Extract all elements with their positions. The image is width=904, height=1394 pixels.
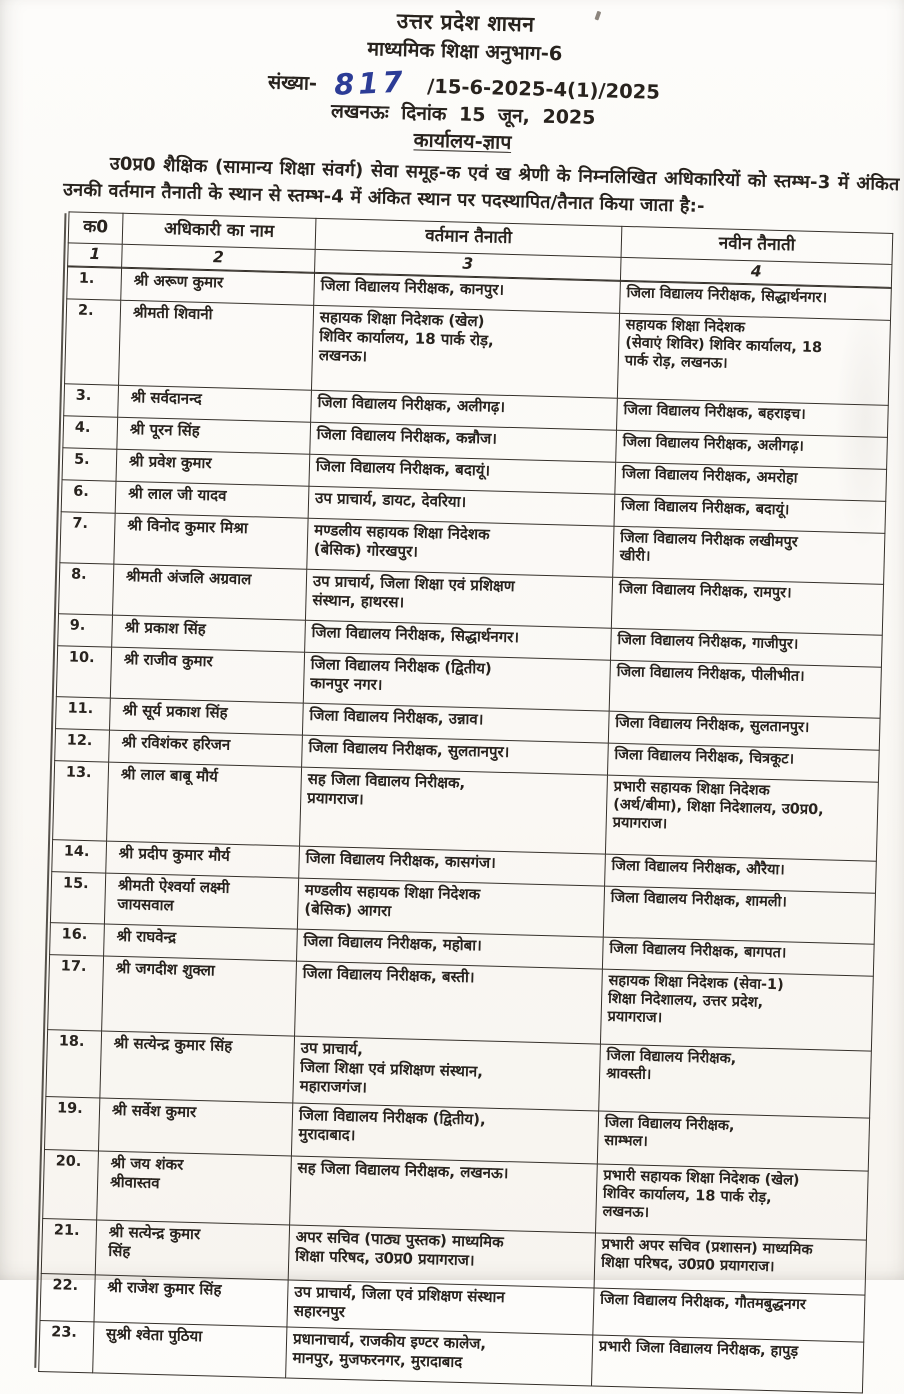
- new-posting-cell: जिला विद्यालय निरीक्षक लखीमपुर खीरी।: [613, 526, 885, 584]
- new-posting-cell: जिला विद्यालय निरीक्षक, रामपुर।: [611, 577, 883, 635]
- officer-name-cell: श्री पूरन सिंह: [117, 417, 311, 454]
- new-posting-cell: जिला विद्यालय निरीक्षक, सिद्धार्थनगर।: [620, 281, 892, 320]
- new-posting-cell: जिला विद्यालय निरीक्षक, साम्भल।: [597, 1111, 869, 1171]
- serial-cell: 17.: [48, 954, 104, 1030]
- col-number-2: 2: [122, 244, 316, 272]
- officer-name-cell: श्री राघवेन्द्र: [104, 924, 298, 961]
- current-posting-cell: सह जिला विद्यालय निरीक्षक, प्रयागराज।: [300, 767, 608, 854]
- officer-name-cell: श्री जगदीश शुक्ला: [102, 956, 297, 1036]
- new-posting-cell: जिला विद्यालय निरीक्षक, बदायूं।: [614, 494, 886, 533]
- current-posting-cell: जिला विद्यालय निरीक्षक, सिद्धार्थनगर।: [305, 620, 612, 660]
- serial-cell: 18.: [46, 1029, 102, 1097]
- col-number-4: 4: [620, 257, 892, 287]
- serial-cell: 16.: [50, 922, 105, 955]
- col-header-serial: क0: [68, 212, 123, 244]
- number-suffix: /15-6-2025-4(1)/2025: [426, 74, 661, 104]
- officer-name-cell: श्री सत्येन्द्र कुमार सिंह: [95, 1220, 289, 1280]
- current-posting-cell: अपर सचिव (पाठ्य पुस्तक) माध्यमिक शिक्षा परिषद, उ0प्र0 प्रयागराज।: [288, 1225, 595, 1288]
- officer-name-cell: श्रीमती ऐश्वर्या लक्ष्मी जायसवाल: [104, 873, 298, 929]
- serial-cell: 10.: [56, 645, 111, 697]
- officer-name-cell: श्री सत्येन्द्र कुमार सिंह: [100, 1031, 295, 1103]
- serial-cell: 9.: [58, 613, 113, 646]
- current-posting-cell: उप प्राचार्य, जिला शिक्षा एवं प्रशिक्षण संस्थान, महाराजगंज।: [293, 1036, 601, 1111]
- new-posting-cell: जिला विद्यालय निरीक्षक, गाजीपुर।: [611, 628, 883, 667]
- officer-name-cell: श्री अरूण कुमार: [121, 268, 315, 305]
- current-posting-cell: सह जिला विद्यालय निरीक्षक, लखनऊ।: [290, 1156, 598, 1233]
- officer-name-cell: श्री सर्वदानन्द: [118, 385, 312, 422]
- serial-cell: 23.: [39, 1320, 94, 1372]
- number-label: संख्या-: [267, 70, 318, 95]
- officer-name-cell: श्री लाल जी यादव: [115, 481, 309, 518]
- new-posting-cell: जिला विद्यालय निरीक्षक, श्रावस्ती।: [599, 1044, 872, 1118]
- current-posting-cell: जिला विद्यालय निरीक्षक, उन्नाव।: [302, 703, 609, 743]
- serial-cell: 3.: [64, 383, 119, 416]
- serial-cell: 20.: [43, 1149, 99, 1219]
- serial-cell: 2.: [65, 298, 121, 384]
- current-posting-cell: जिला विद्यालय निरीक्षक (द्वितीय), मुरादाबाद।: [291, 1103, 598, 1164]
- officer-name-cell: श्री जय शंकर श्रीवास्तव: [97, 1151, 292, 1225]
- current-posting-cell: जिला विद्यालय निरीक्षक, कानपुर।: [314, 273, 621, 313]
- serial-cell: 5.: [62, 447, 117, 480]
- serial-cell: 1.: [67, 266, 122, 299]
- new-posting-cell: जिला विद्यालय निरीक्षक, बागपत।: [602, 937, 874, 976]
- officer-name-cell: श्री प्रवेश कुमार: [116, 449, 310, 486]
- officer-name-cell: श्री विनोद कुमार मिश्रा: [114, 513, 308, 569]
- current-posting-cell: जिला विद्यालय निरीक्षक, कन्नौज।: [310, 422, 617, 462]
- officer-name-cell: श्री रविशंकर हरिजन: [109, 730, 303, 767]
- current-posting-cell: मण्डलीय सहायक शिक्षा निदेशक (बेसिक) आगरा: [297, 878, 604, 937]
- current-posting-cell: उप प्राचार्य, जिला एवं प्रशिक्षण संस्थान सहारनपुर: [287, 1280, 594, 1335]
- serial-cell: 13.: [53, 760, 109, 840]
- current-posting-cell: जिला विद्यालय निरीक्षक, बस्ती।: [295, 961, 603, 1044]
- serial-cell: 19.: [45, 1096, 100, 1150]
- current-posting-cell: प्रधानाचार्य, राजकीय इण्टर कालेज, मानपुर, मुजफरनगर, मुरादाबाद: [286, 1327, 593, 1386]
- new-posting-cell: जिला विद्यालय निरीक्षक, बहराइच।: [617, 398, 889, 437]
- col-header-current-posting: वर्तमान तैनाती: [315, 219, 622, 258]
- new-posting-cell: जिला विद्यालय निरीक्षक, पीलीभीत।: [609, 660, 881, 718]
- new-posting-cell: जिला विद्यालय निरीक्षक, अलीगढ़।: [616, 430, 888, 469]
- current-posting-cell: जिला विद्यालय निरीक्षक, बदायूं।: [309, 454, 616, 494]
- new-posting-cell: जिला विद्यालय निरीक्षक, औरैया।: [605, 854, 877, 893]
- new-posting-cell: प्रभारी अपर सचिव (प्रशासन) माध्यमिक शिक्षा परिषद, उ0प्र0 प्रयागराज।: [594, 1233, 866, 1295]
- col-number-1: 1: [68, 243, 123, 267]
- government-name: उत्तर प्रदेश शासन: [396, 8, 535, 37]
- officer-name-cell: श्रीमती अंजलि अग्रवाल: [113, 564, 307, 620]
- serial-cell: 14.: [52, 839, 107, 872]
- new-posting-cell: जिला विद्यालय निरीक्षक, गौतमबुद्धनगर: [593, 1288, 865, 1342]
- new-posting-cell: प्रभारी जिला विद्यालय निरीक्षक, हापुड़: [592, 1335, 864, 1393]
- current-posting-cell: जिला विद्यालय निरीक्षक, अलीगढ़।: [311, 390, 618, 430]
- serial-cell: 6.: [61, 479, 116, 512]
- officer-name-cell: श्री राजीव कुमार: [110, 647, 304, 703]
- serial-cell: 15.: [50, 871, 105, 923]
- officer-name-cell: श्रीमती शिवानी: [119, 300, 314, 390]
- new-posting-cell: जिला विद्यालय निरीक्षक, अमरोहा: [615, 462, 887, 501]
- new-posting-cell: प्रभारी सहायक शिक्षा निदेशक (अर्थ/बीमा), शिक्षा निदेशालय, उ0प्र0, प्रयागराज।: [605, 775, 878, 861]
- new-posting-cell: सहायक शिक्षा निदेशक (सेवाएं शिविर) शिविर कार्यालय, 18 पार्क रोड़, लखनऊ।: [617, 313, 890, 405]
- col-number-3: 3: [315, 249, 621, 280]
- officer-name-cell: श्री राजेश कुमार सिंह: [94, 1275, 288, 1327]
- current-posting-cell: जिला विद्यालय निरीक्षक, सुलतानपुर।: [302, 735, 609, 775]
- officer-name-cell: श्री प्रदीप कुमार मौर्य: [106, 841, 300, 878]
- col-header-officer-name: अधिकारी का नाम: [122, 214, 316, 250]
- col-header-new-posting: नवीन तैनाती: [621, 227, 893, 265]
- current-posting-cell: जिला विद्यालय निरीक्षक, कासगंज।: [299, 846, 606, 886]
- serial-cell: 8.: [59, 562, 114, 614]
- memo-title: कार्यालय-ज्ञाप: [413, 128, 512, 154]
- table-wrapper: [0, 210, 904, 1394]
- officer-name-cell: श्री सूर्य प्रकाश सिंह: [110, 698, 304, 735]
- new-posting-cell: जिला विद्यालय निरीक्षक, सुलतानपुर।: [608, 711, 880, 750]
- handwritten-number: 817: [333, 64, 408, 102]
- intro-paragraph: उ0प्र0 शैक्षिक (सामान्य शिक्षा संवर्ग) सेवा समूह-क एवं ख श्रेणी के निम्नलिखित अधिकारियों को स्तम्भ-3 में अंकित उनकी वर्तमान तैनाती के स्थान से स्तम्भ-4 में अंकित स्थान पर पदस्थापित/तैनात किया जाता है:-: [62, 153, 900, 218]
- current-posting-cell: जिला विद्यालय निरीक्षक, महोबा।: [297, 929, 604, 969]
- place-date-line: लखनऊः दिनांक 15 जून, 2025: [330, 100, 596, 130]
- current-posting-cell: मण्डलीय सहायक शिक्षा निदेशक (बेसिक) गोरखपुर।: [307, 518, 614, 577]
- serial-cell: 11.: [56, 696, 111, 729]
- transfer-table-body: [39, 266, 892, 1392]
- document-header: [52, 0, 876, 165]
- new-posting-cell: जिला विद्यालय निरीक्षक, शामली।: [603, 886, 875, 944]
- transfer-table: [38, 212, 893, 1393]
- officer-name-cell: सुश्री श्वेता पुठिया: [93, 1322, 287, 1378]
- current-posting-cell: उप प्राचार्य, जिला शिक्षा एवं प्रशिक्षण संस्थान, हाथरस।: [305, 569, 612, 628]
- officer-name-cell: श्री प्रकाश सिंह: [112, 615, 306, 652]
- officer-name-cell: श्री सर्वेश कुमार: [98, 1098, 292, 1156]
- current-posting-cell: जिला विद्यालय निरीक्षक (द्वितीय) कानपुर नगर।: [303, 652, 610, 711]
- serial-cell: 4.: [63, 415, 118, 448]
- current-posting-cell: सहायक शिक्षा निदेशक (खेल) शिविर कार्यालय, 18 पार्क रोड़, लखनऊ।: [311, 305, 619, 398]
- current-posting-cell: उप प्राचार्य, डायट, देवरिया।: [308, 486, 615, 526]
- serial-cell: 22.: [40, 1273, 95, 1321]
- department-section: माध्यमिक शिक्षा अनुभाग-6: [367, 37, 563, 66]
- serial-cell: 7.: [60, 511, 115, 563]
- new-posting-cell: सहायक शिक्षा निदेशक (सेवा-1) शिक्षा निदेशालय, उत्तर प्रदेश, प्रयागराज।: [600, 969, 873, 1051]
- new-posting-cell: प्रभारी सहायक शिक्षा निदेशक (खेल) शिविर कार्यालय, 18 पार्क रोड़, लखनऊ।: [596, 1164, 869, 1240]
- new-posting-cell: जिला विद्यालय निरीक्षक, चित्रकूट।: [607, 743, 879, 782]
- serial-cell: 21.: [41, 1218, 96, 1274]
- officer-name-cell: श्री लाल बाबू मौर्य: [107, 762, 302, 846]
- serial-cell: 12.: [55, 728, 110, 761]
